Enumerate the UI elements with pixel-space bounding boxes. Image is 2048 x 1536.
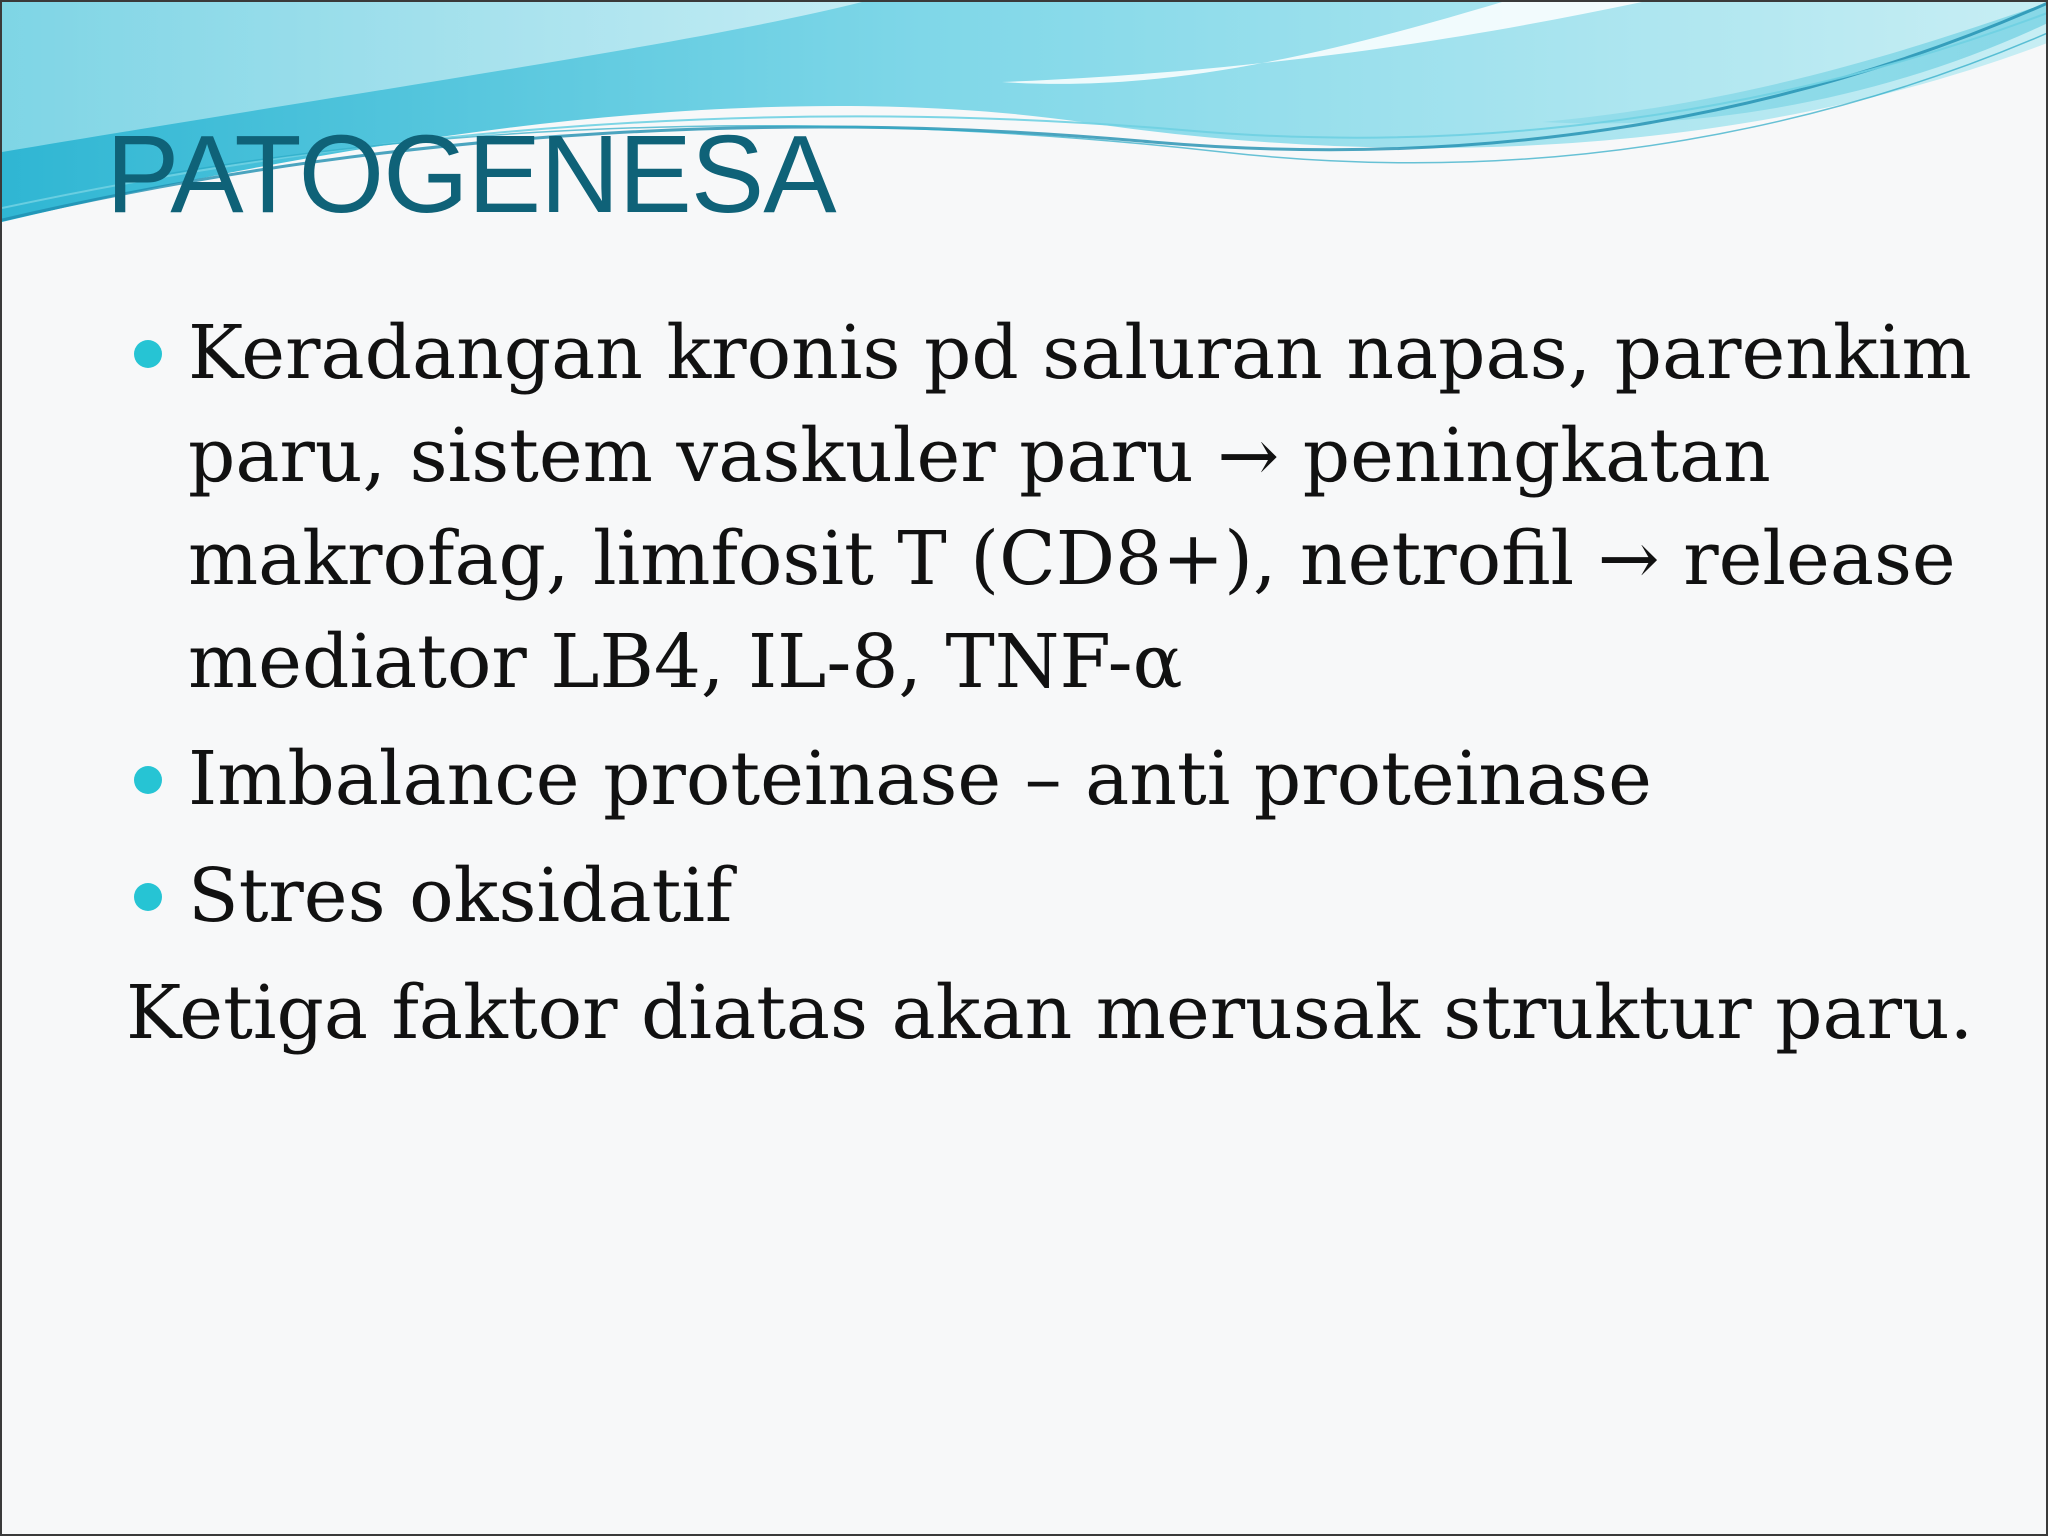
bullet-dot-icon [134,340,162,368]
bullet-item [126,728,2006,831]
slide-body [126,302,2006,1065]
bullet-item [126,845,2006,948]
bullet-text: Keradangan kronis pd saluran napas, parenkim paru, sistem vaskuler paru → peningkatan makrofag, limfosit T (CD8+), netrofil → release mediator LB4, IL-8, TNF-α [188,310,1972,705]
bullet-dot-icon [134,883,162,911]
closing-statement: Ketiga faktor diatas akan merusak struktur paru. [126,970,1974,1056]
slide-title: PATOGENESA [106,113,836,236]
bullet-text: Stres oksidatif [188,853,733,939]
bullet-text: Imbalance proteinase – anti proteinase [188,736,1652,822]
bullet-item [126,302,2006,714]
bullet-list [126,302,2006,948]
bullet-dot-icon [134,766,162,794]
